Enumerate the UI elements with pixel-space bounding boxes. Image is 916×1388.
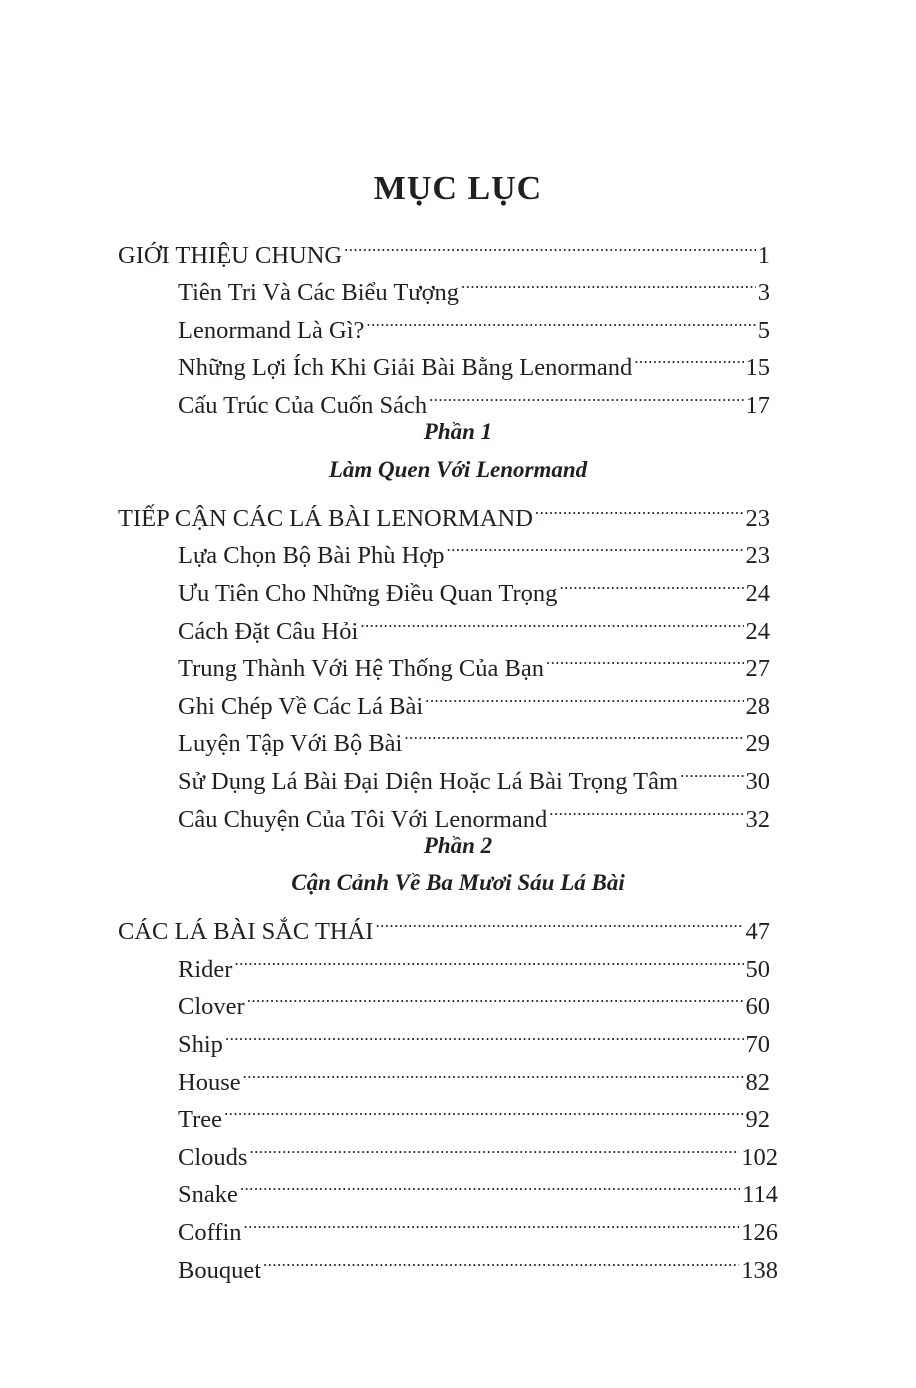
toc-row bbox=[0, 1165, 916, 1209]
toc-row bbox=[0, 225, 916, 269]
toc-section-entry[interactable] bbox=[178, 1240, 778, 1289]
toc-entry-title: CÁC LÁ BÀI SẮC THÁI bbox=[118, 918, 374, 946]
toc-row bbox=[0, 526, 916, 570]
dot-leader bbox=[247, 977, 744, 1015]
toc-row bbox=[0, 789, 916, 833]
part-heading: Làm Quen Với Lenormand bbox=[328, 456, 588, 482]
toc-entry-title: Lenormand Là Gì? bbox=[178, 316, 365, 344]
toc-row bbox=[0, 1014, 916, 1059]
toc-row bbox=[0, 1090, 916, 1134]
toc-entry-title: Clover bbox=[178, 993, 245, 1021]
dot-leader bbox=[224, 1090, 743, 1128]
table-of-contents bbox=[0, 225, 916, 1284]
toc-entry-title: Ship bbox=[178, 1031, 223, 1059]
toc-row bbox=[0, 977, 916, 1021]
part-heading: Phần 1 bbox=[423, 418, 493, 444]
toc-entry-title: Cách Đặt Câu Hỏi bbox=[178, 617, 359, 645]
toc-page-number: 24 bbox=[745, 617, 770, 645]
toc-entry-title: Ghi Chép Về Các Lá Bài bbox=[178, 692, 424, 720]
toc-row bbox=[0, 300, 916, 344]
toc-entry-title: Những Lợi Ích Khi Giải Bài Bằng Lenormand bbox=[178, 354, 633, 382]
toc-entry-title: House bbox=[178, 1068, 241, 1096]
toc-row bbox=[0, 338, 916, 382]
toc-page-number: 114 bbox=[742, 1181, 778, 1209]
page-title: MỤC LỤC bbox=[373, 169, 543, 207]
toc-page-number: 5 bbox=[757, 316, 770, 344]
toc-page-number: 30 bbox=[745, 767, 770, 795]
toc-entry-title: Bouquet bbox=[178, 1256, 262, 1284]
toc-page-number: 47 bbox=[745, 918, 770, 946]
dot-leader bbox=[243, 1052, 744, 1090]
toc-row bbox=[0, 751, 916, 795]
toc-section-entry[interactable] bbox=[178, 789, 770, 838]
toc-page-number: 138 bbox=[741, 1256, 778, 1284]
toc-entry-title: Cấu Trúc Của Cuốn Sách bbox=[178, 391, 428, 419]
dot-leader bbox=[240, 1165, 740, 1203]
dot-leader bbox=[249, 1127, 739, 1165]
toc-page-number: 27 bbox=[745, 655, 770, 683]
toc-entry-title: Tree bbox=[178, 1106, 223, 1134]
toc-row bbox=[0, 1240, 916, 1284]
dot-leader bbox=[429, 375, 743, 413]
toc-page-number: 50 bbox=[745, 955, 770, 983]
toc-page-number: 28 bbox=[745, 692, 770, 720]
toc-page-number: 29 bbox=[745, 730, 770, 758]
toc-row bbox=[0, 939, 916, 983]
dot-leader bbox=[461, 263, 756, 301]
toc-entry-title: Luyện Tập Với Bộ Bài bbox=[178, 730, 403, 758]
toc-page-number: 23 bbox=[745, 504, 770, 532]
dot-leader bbox=[680, 751, 743, 789]
toc-row bbox=[0, 601, 916, 645]
toc-row bbox=[0, 902, 916, 946]
toc-entry-title: Lựa Chọn Bộ Bài Phù Hợp bbox=[178, 542, 445, 570]
dot-leader bbox=[404, 714, 743, 752]
toc-entry-title: GIỚI THIỆU CHUNG bbox=[118, 241, 343, 269]
toc-entry-title: Coffin bbox=[178, 1219, 242, 1247]
toc-page-number: 17 bbox=[745, 391, 770, 419]
part-heading: Cận Cảnh Về Ba Mươi Sáu Lá Bài bbox=[291, 870, 625, 896]
toc-page-number: 126 bbox=[741, 1219, 778, 1247]
toc-entry-title: Rider bbox=[178, 955, 233, 983]
toc-entry-title: Sử Dụng Lá Bài Đại Diện Hoặc Lá Bài Trọng Tâm bbox=[178, 767, 679, 795]
dot-leader bbox=[375, 902, 743, 940]
toc-row bbox=[0, 639, 916, 683]
dot-leader bbox=[446, 526, 743, 564]
toc-entry-title: TIẾP CẬN CÁC LÁ BÀI LENORMAND bbox=[118, 504, 533, 532]
toc-row bbox=[0, 263, 916, 307]
toc-page-number: 24 bbox=[745, 579, 770, 607]
toc-entry-title: Clouds bbox=[178, 1143, 248, 1171]
toc-page-number: 23 bbox=[745, 542, 770, 570]
toc-page-number: 32 bbox=[745, 805, 770, 833]
dot-leader bbox=[344, 225, 756, 263]
toc-row bbox=[0, 1052, 916, 1096]
toc-page-number: 92 bbox=[745, 1106, 770, 1134]
toc-row bbox=[0, 1127, 916, 1171]
toc-row bbox=[0, 375, 916, 419]
dot-leader bbox=[263, 1240, 739, 1278]
toc-row bbox=[0, 488, 916, 532]
toc-entry-title: Trung Thành Với Hệ Thống Của Bạn bbox=[178, 655, 544, 683]
toc-entry-title: Ưu Tiên Cho Những Điều Quan Trọng bbox=[178, 579, 558, 607]
toc-page-number: 70 bbox=[745, 1031, 770, 1059]
toc-page-number: 3 bbox=[757, 279, 770, 307]
part-heading: Phần 2 bbox=[423, 832, 493, 858]
dot-leader bbox=[546, 639, 744, 677]
toc-row bbox=[0, 1202, 916, 1247]
dot-leader bbox=[634, 338, 743, 376]
dot-leader bbox=[244, 1202, 740, 1240]
dot-leader bbox=[535, 488, 744, 526]
toc-row bbox=[0, 676, 916, 720]
toc-page-number: 60 bbox=[745, 993, 770, 1021]
dot-leader bbox=[225, 1014, 744, 1052]
toc-entry-title: Tiên Tri Và Các Biểu Tượng bbox=[178, 279, 460, 307]
dot-leader bbox=[425, 676, 743, 714]
dot-leader bbox=[559, 563, 743, 601]
toc-page-number: 82 bbox=[745, 1068, 770, 1096]
dot-leader bbox=[366, 300, 755, 338]
dot-leader bbox=[360, 601, 743, 639]
toc-page-number: 15 bbox=[745, 354, 770, 382]
toc-row bbox=[0, 563, 916, 607]
toc-section-entry[interactable] bbox=[178, 375, 770, 424]
dot-leader bbox=[549, 789, 743, 827]
toc-entry-title: Câu Chuyện Của Tôi Với Lenormand bbox=[178, 805, 548, 833]
dot-leader bbox=[234, 939, 743, 977]
toc-page-number: 1 bbox=[757, 241, 770, 269]
toc-entry-title: Snake bbox=[178, 1181, 238, 1209]
toc-row bbox=[0, 714, 916, 758]
toc-page-number: 102 bbox=[741, 1143, 778, 1171]
